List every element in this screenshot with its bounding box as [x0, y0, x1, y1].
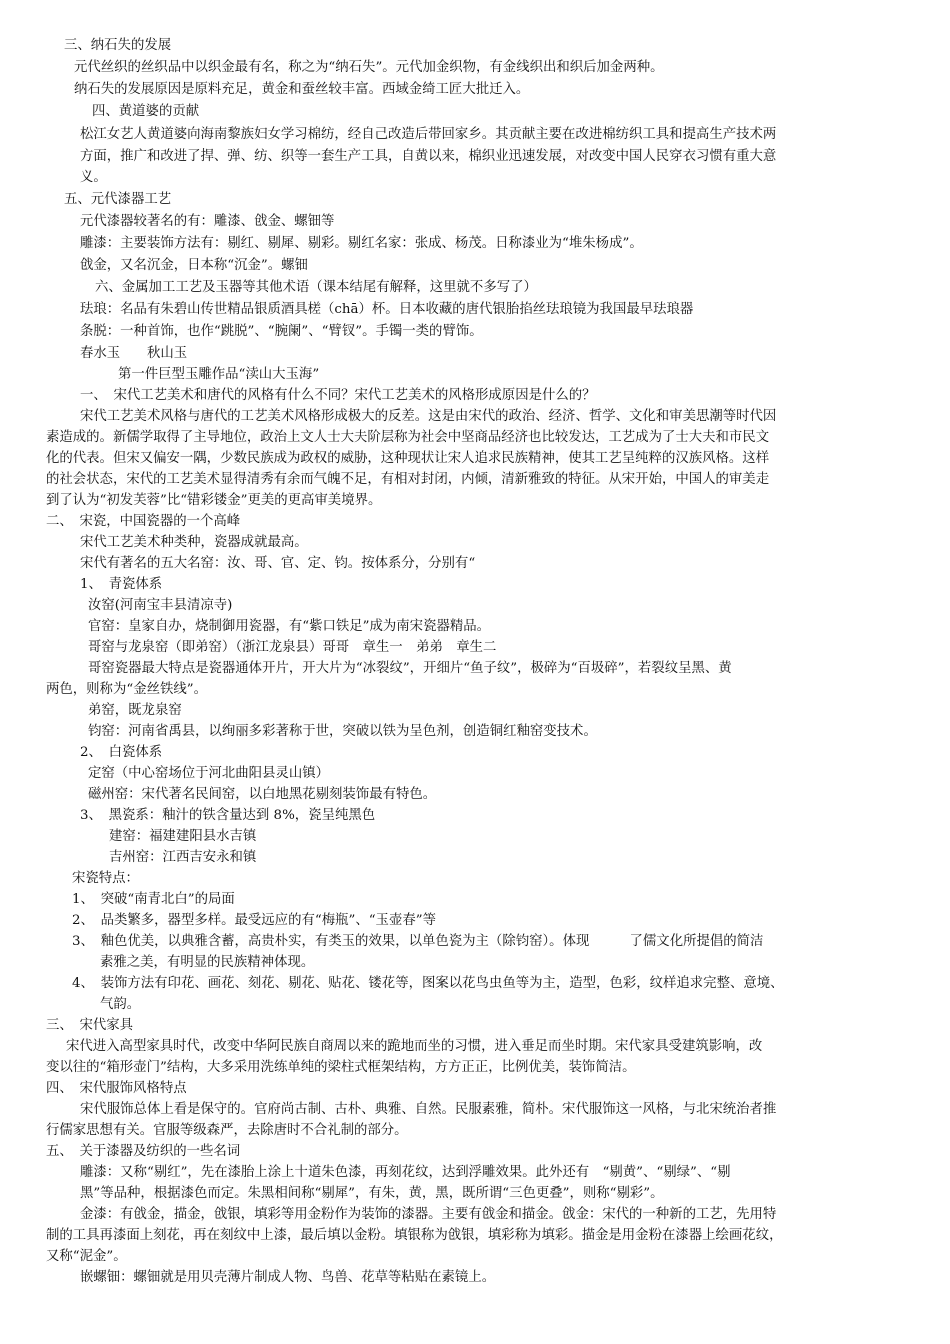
text-line: 松江女艺人黄道婆向海南黎族妇女学习棉纺，经自己改造后带回家乡。其贡献主要在改进棉纺织工具和提高生产技术两 — [80, 127, 777, 142]
text-line: 化的代表。但宋又偏安一隅，少数民族成为政权的威胁，这种现状让宋人追求民族精神，使其工艺呈纯粹的汉族风格。这样 — [46, 451, 770, 466]
text-line: 官窑：皇家自办，烧制御用瓷器，有“紫口铁足”成为南宋瓷器精品。 — [88, 619, 491, 634]
list-item-continuation: 气韵。 — [100, 997, 141, 1012]
text-line: 嵌螺钿：螺钿就是用贝壳薄片制成人物、鸟兽、花草等粘贴在素镜上。 — [80, 1270, 496, 1285]
text-line: 金漆：有戗金，描金，戗银，填彩等用金粉作为装饰的漆器。主要有戗金和描金。戗金：宋代的一种新的工艺，先用特 — [80, 1207, 777, 1222]
text-line: 到了认为“初发芙蓉”比“错彩镂金”更美的更高审美境界。 — [46, 493, 382, 508]
list-item: 1、 突破“南青北白”的局面 — [72, 892, 235, 907]
text-line: 哥窑与龙泉窑（即弟窑）（浙江龙泉县）哥哥 章生一 弟弟 章生二 — [88, 640, 497, 655]
text-line: 宋瓷特点： — [72, 871, 139, 886]
list-item-continuation: 素雅之美，有明显的民族精神体现。 — [100, 955, 315, 970]
section-heading-nashishi: 三、纳石失的发展 — [64, 38, 172, 53]
subsection-heading: 3、 黑瓷系：釉汁的铁含量达到 8%，瓷呈纯黑色 — [80, 808, 376, 823]
text-line: 汝窑(河南宝丰县清凉寺) — [88, 598, 233, 613]
text-line: 珐琅：名品有朱碧山传世精品银质酒具槎（chā）杯。日本收藏的唐代银胎掐丝珐琅镜为我国最早珐琅器 — [80, 302, 694, 317]
list-item: 2、 品类繁多，器型多样。最受远应的有“梅瓶”、“玉壶春”等 — [72, 913, 436, 928]
section-heading-terms: 五、 关于漆器及纺织的一些名词 — [46, 1144, 241, 1159]
text-line: 雕漆：主要装饰方法有：剔红、剔犀、剔彩。剔红名家：张成、杨茂。日称漆业为“堆朱杨成”。 — [80, 236, 643, 251]
subsection-heading: 1、 青瓷体系 — [80, 577, 163, 592]
text-line: 宋代工艺美术种类种，瓷器成就最高。 — [80, 535, 308, 550]
text-line: 变以往的“箱形壶门”结构，大多采用洗练单纯的梁柱式框架结构，方方正正，比例优美，装饰简洁。 — [46, 1060, 636, 1075]
text-line: 定窑（中心窑场位于河北曲阳县灵山镇） — [88, 766, 330, 781]
text-line: 建窑：福建建阳县水吉镇 — [109, 829, 257, 844]
text-line: 春水玉 秋山玉 — [80, 346, 188, 361]
text-line: 义。 — [80, 170, 107, 185]
text-line: 宋代有著名的五大名窑：汝、哥、官、定、钧。按体系分，分别有“ — [80, 556, 476, 571]
question-heading: 一、 宋代工艺美术和唐代的风格有什么不同？宋代工艺美术的风格形成原因是什么的？ — [80, 388, 596, 403]
text-line: 制的工具再漆面上刻花，再在刻纹中上漆，最后填以金粉。填银称为戗银，填彩称为填彩。描金是用金粉在漆器上绘画花纹， — [46, 1228, 783, 1243]
text-line: 第一件巨型玉雕作品“渎山大玉海” — [118, 367, 320, 382]
text-line: 宋代工艺美术风格与唐代的工艺美术风格形成极大的反差。这是由宋代的政治、经济、哲学、文化和审美思潮等时代因 — [80, 409, 777, 424]
section-heading-song-porcelain: 二、 宋瓷，中国瓷器的一个高峰 — [46, 514, 241, 529]
text-line: 弟窑，既龙泉窑 — [88, 703, 182, 718]
text-line: 两色，则称为“金丝铁线”。 — [46, 682, 207, 697]
text-line: 钧窑：河南省禹县，以绚丽多彩著称于世，突破以铁为呈色剂，创造铜红釉窑变技术。 — [88, 724, 597, 739]
text-line: 的社会状态，宋代的工艺美术显得清秀有余而气魄不足，有相对封闭，内倾，清新雅致的特征。从宋开始，中国人的审美走 — [46, 472, 770, 487]
section-heading-huangdaopo: 四、黄道婆的贡献 — [92, 104, 200, 119]
text-line: 方面，推广和改进了捍、弹、纺、织等一套生产工具，自黄以来，棉织业迅速发展，对改变中国人民穿衣习惯有重大意 — [80, 149, 777, 164]
text-line: 宋代服饰总体上看是保守的。官府尚古制、古朴、典雅、自然。民服素雅，简朴。宋代服饰这一风格，与北宋统治者推 — [80, 1102, 777, 1117]
text-line: 元代漆器较著名的有：雕漆、戗金、螺钿等 — [80, 214, 335, 229]
text-line: 戗金，又名沉金，日本称“沉金”。螺钿 — [80, 258, 308, 273]
section-heading-metal: 六、金属加工工艺及玉器等其他术语（课本结尾有解释，这里就不多写了） — [95, 280, 537, 295]
text-line: 雕漆：又称“剔红”，先在漆胎上涂上十道朱色漆，再刻花纹，达到浮雕效果。此外还有 “剔黄”、“剔绿”、“剔 — [80, 1165, 731, 1180]
text-line: 黑”等品种，根据漆色而定。朱黑相间称“剔犀”，有朱，黄，黑，既所谓“三色更叠”，则称“剔彩”。 — [80, 1186, 664, 1201]
section-heading-costume: 四、 宋代服饰风格特点 — [46, 1081, 187, 1096]
text-line: 元代丝织的丝织品中以织金最有名，称之为“纳石失”。元代加金织物，有金线织出和织后加金两种。 — [74, 60, 664, 75]
section-heading-lacquer: 五、元代漆器工艺 — [64, 192, 172, 207]
list-item: 3、 釉色优美，以典雅含蓄，高贵朴实，有类玉的效果，以单色瓷为主（除钧窑）。体现 了儒文化所提倡的简洁 — [72, 934, 764, 949]
section-heading-furniture: 三、 宋代家具 — [46, 1018, 134, 1033]
text-line: 又称“泥金”。 — [46, 1249, 127, 1264]
subsection-heading: 2、 白瓷体系 — [80, 745, 163, 760]
text-line: 行儒家思想有关。官服等级森严，去除唐时不合礼制的部分。 — [46, 1123, 408, 1138]
text-line: 素造成的。新儒学取得了主导地位，政治上文人士大夫阶层称为社会中坚商品经济也比较发达，工艺成为了士大夫和市民文 — [46, 430, 770, 445]
text-line: 吉州窑：江西吉安永和镇 — [109, 850, 257, 865]
text-line: 哥窑瓷器最大特点是瓷器通体开片，开大片为“冰裂纹”，开细片“鱼子纹”，极碎为“百圾碎”，若裂纹呈黑、黄 — [88, 661, 732, 676]
text-line: 条脱：一种首饰，也作“跳脱”、“腕阑”、“臂钗”。手镯一类的臂饰。 — [80, 324, 483, 339]
list-item: 4、 装饰方法有印花、画花、刻花、剔花、贴花、镂花等，图案以花鸟虫鱼等为主，造型，色彩，纹样追求完整、意境、 — [72, 976, 784, 991]
text-line: 宋代进入高型家具时代，改变中华阿民族自商周以来的跪地而坐的习惯，进入垂足而坐时期。宋代家具受建筑影响，改 — [66, 1039, 763, 1054]
text-line: 纳石失的发展原因是原料充足，黄金和蚕丝较丰富。西域金绮工匠大批迁入。 — [74, 82, 530, 97]
text-line: 磁州窑：宋代著名民间窑，以白地黑花剔刻装饰最有特色。 — [88, 787, 437, 802]
